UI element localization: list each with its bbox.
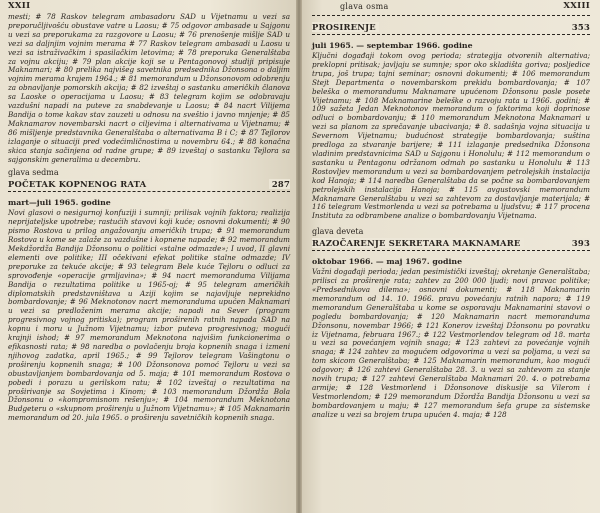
chapter-label-seven: glava sedma: [8, 168, 59, 178]
chapter-label-eight: glava osma: [340, 2, 389, 11]
chapter-page-number: 287: [269, 179, 290, 189]
chapter-title-seven: [8, 179, 290, 192]
chapter-date-range: oktobar 1966. — maj 1967. godine: [312, 257, 463, 267]
left-page: [0, 0, 298, 513]
chapter-eight-text: Ključni događaji tokom ovog perioda; strategija otvorenih alternativa; preklopni pritisak; javljaju se sumnje; spor oko skladišta goriva; posljedice trupa, još trupa; tajni seminar; osnovni dokumenti; # 106 memorandum Stejt Departmenta o novembarskom prekidu bombardovanja; # 107 beleška o memorandumu Maknamare upućenom Džonsonu posle posete Vijetnamu; # 108 Maknamarine beleške o razvoju rata u 1966. godini; # 109 sažeta Jedan Meknotonov memorandum o faktorima koji doprinose odluci o bombardovanju; # 110 memorandum Meknotona Maknamari u vezi sa planom za sprečavanje ubacivanja; # 8. sadašnja vojna situacija u Severnom Vijetnamu; budućnost strategije bombardovanja; suština predloga za stvaranje barijere; # 111 izlaganje predsednika Džonsona vladinim predstavnicima SAD u Sajgonu i Honolulu; # 112 memorandum o sastanku u Pentagonu održanom odmah po sastanku u Honolulu # 113 Rostovljev memorandum u vezi sa bombardovanjem petrolejskih instalacija kod Hanoja; # 114 naredba Generalštaba da se počne sa bombardovanjem petrolejskih instalacija Hanoja; # 115 avgustovski memorandum Maknamare Generalštabu u vezi sa zahtevom za dostavljanje materijala; # 116 telegram Vestmorlenda u vezi sa potrebama u ljudstvu; # 117 procena Instituta za odbrambene analize o bombardovanju Vijetnama.: [312, 51, 590, 221]
chapter-seven-text: Novi glasovi o nesigurnoj konfuziji i sumnji; prilisak vojnih faktora; realizija neprijateljske upotrebe; rastućih stavovi koji kuće; osnovni dokumenti; # 90 pismo Rostova u prilog angažovanju američkih trupa; # 91 memorandum Rostova u kome se zalaže za vazdušne i kopnene napade; # 92 memorandum Mekdžordža Bandija Džonsonu o politici «stalne odmazde»; I uvod, II glavni elementi ove politike; III očekivani efekat politike stalne odmazde; IV preporuke za tekuće akcije; # 93 telegram Bele kuće Tejloru o odluci za sprovođenje «operacije grmljavina»; # 94 nacrt memoranduma Vilijama Bandija o rezultatima politike u 1965-oj; # 95 telegram američkih diplomatskih predstavništava u Aziji kojim se najavljuje neprekidno bombardovanje; # 96 Meknotonov nacrt memoranduma upućen Maknamari u vezi sa predloženim merama akcije; napadi na Sever (program progresivnog vojnog pritiska); program proširenih ratnih napada SAD na kopnu i moru u Južnom Vijetnamu; izbor puteva progresivnog; mogući krajnji ishod; # 97 memorandum Meknotona najvišim funkcionerima o efikasnosti rata; # 98 naredba o povlačenju broja kopnenih snaga i izmeni njihovog zadatka, april 1965.; # 99 Tejlorov telegram Vašingtonu o proširenju kopnenih snaga; # 100 Džonsonova pomoć Tejloru u vezi sa obustavljanjem bombardovanja od 5. maja; # 101 memorandum Rostova o pobedi i porazu u gerilskom ratu; # 102 izveštaj o rezultatima na proširivanje sa Sovjetima i Kinom; # 103 memorandum Džordža Bola Džonsonu o «kompromisnom rešenju»; # 104 memorandum Meknotona Budgeteru o «skupnom proširenju u Južnom Vijetnamu»; # 105 Maknamarin memorandum od 20. jula 1965. o proširenju savetničkih kopnenih snaga.: [8, 208, 290, 423]
left-running-head: [8, 1, 290, 13]
chapter-date-range: juli 1965. — septembar 1966. godine: [312, 41, 473, 50]
chapter-date-range: mart—juli 1965. godine: [8, 198, 111, 208]
chapter-title-text: POČETAK KOPNENOG RATA: [8, 179, 149, 189]
right-page-number: XXIII: [563, 1, 590, 11]
top-divider: [312, 15, 590, 16]
chapter-page-number: 353: [569, 22, 590, 32]
chapter-title-text: PROSIRENJE: [312, 22, 379, 32]
right-running-head: [312, 1, 590, 13]
chapter-nine-text: Važni događaji perioda; jedan pesimistički izveštaj; okretanje Generalštaba; prilisci za proširenje rata; zahtev za 200 000 ljudi; novi pravac politike; «Predsednikova dilema»; osnovni dokumenti; # 118 Maknamarin memorandum od 14. 10. 1966. pravu povećanju ratnih napora; # 119 memorandum Generalštaba u kome se osporavaju Maknamarini stavovi o pogledu bombardovanja; # 120 Maknamarin nacrt memoranduma Džonsonu, novembar 1966; # 121 Konerov izveštaj Džonsonu po povratku iz Vijetnama, februara 1967.; # 122 Vestmorlendov telegram od 18. marta u vezi sa povećanjem vojnih snaga; # 123 zahtevi za povećanje vojnih snaga; # 124 zahtev za mogućem odgovorima u vezi sa poljama, u vezi sa tom skicom Generalštaba; # 125 Maknamarin memorandum, kao mogući odgovor; # 126 zahtevi Generalštaba 28. 3. u vezi sa zahtevom za stanje novih trupa; # 127 zahtevi Generalštaba Maknamari 20. 4. o potrebama armije; # 128 Vestmorlend i Džonsonove diskusije sa Vilerom i Vestmorlendom; # 129 memorandum Džordža Bandija Džonsonu u vezi sa bombardovanjem u maju; # 127 memorandum šefa grupe za sistemske analize u vezi sa brojem trupa upućen 4. maja; # 128: [312, 267, 590, 419]
right-page: [298, 0, 600, 513]
chapter-title-nine: [312, 238, 590, 251]
left-page-number: XXII: [8, 1, 31, 11]
chapter-page-number: 393: [569, 238, 590, 248]
book-gutter: [296, 0, 302, 513]
chapter-title-eight: [312, 22, 590, 35]
chapter-label-nine: glava deveta: [312, 227, 364, 237]
chapter-title-text: RAZOČARENJE SEKRETARA MAKNAMARE: [312, 238, 524, 248]
left-top-text: mesti; # 78 Raskov telegram ambasadoru SAD u Vijetnamu u vezi sa preporučljivošću obustave vatre u Laosu; # 75 odgovor ambasade u Sajgonu u vezi sa preporukama za razgovore u Laosu; # 76 prenošenje mišlje SAD u vezi sa daljnjim vojnim merama # 77 Raskov telegram ambasadi u Laosu u vezi sa istraživačkim i spasilačkim letovima; # 78 preporuka Generalštaba za vojnu akciju; # 79 plan akcije koji se u Pentagonovoj studiji pripisuje Maknamari; # 80 prelika najvišeg savetnika predsednika Džonsona o daljim vojnim merama krajem 1964.; # 81 memorandum u Džonsonovom odobrenju za obnavljanje pomorskih akcija; # 82 izveštaj o sastanku američkih članova sa Laoske o operacijama u Laosu; # 83 telegram kojim se odobravaju vazdušni napadi na puteve za snabdevanje u Laosu; # 84 nacrt Vilijema Bandija o tome kakav stav zauzeti u odnosu na sveštio i javno mnjenje; # 85 Maknamarov novembarski nacrt o ciljevima i alternativama u Vijetnamu; # 86 mišljenje predstavnika Generalštaba o alternativama B i C; # 87 Tejlorov izlaganje o situaciji pred vodećimličnostima u novembru 64.; # 88 konačna skica stanja sačinjena od radne grupe; # 89 izveštaj o sastanku Tejlora sa sajgonskim generalima u decembru.: [8, 12, 290, 164]
